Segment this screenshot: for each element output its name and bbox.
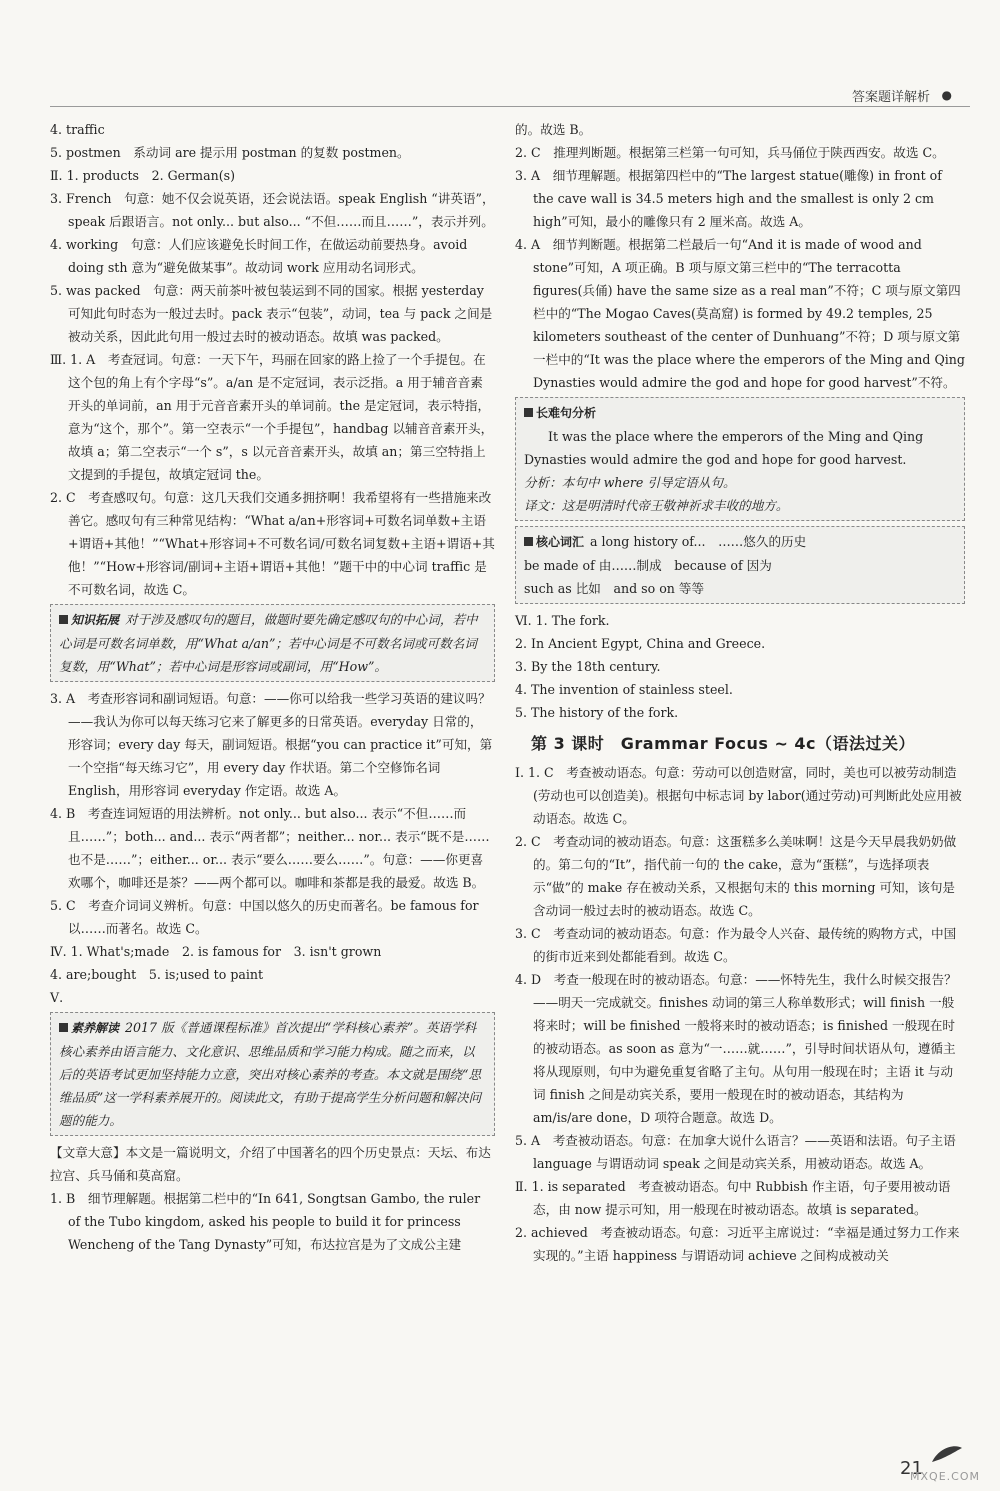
answer-item: 4. D 考查一般现在时的被动语态。句意：——怀特先生，我什么时候交报告？——明天一完成就交。finishes 动词的第三人称单数形式；will finish 一般将来时；will be finished 一般将来时的被动语态；is finished 一般现在时的被动语态。as soon as 意为“一……就……”，引导时间状语从句，遵循主将从现原则，句中为避免重复省略了主句。从句用一般现在时；主语 it 与动词 finish 之间是动宾关系，要用一般现在时的被动语态，其结构为 am/is/are done，D 项符合题意。故选 D。 <box>515 972 957 1125</box>
knowledge-text: 对于涉及感叹句的题目，做题时要先确定感叹句的中心词，若中心词是可数名词单数，用“What a/an”；若中心词是不可数名词或可数名词复数，用“What”；若中心词是形容词或副词，用“How”。 <box>59 612 478 674</box>
answer-item: 2. C 考查感叹句。句意：这几天我们交通多拥挤啊！我希望将有一些措施来改善它。感叹句有三种常见结构：“What a/an+形容词+可数名词单数+主语+谓语+其他！”“What+形容词+不可数名词/可数名词复数+主语+谓语+其他！”“How+形容词/副词+主语+谓语+其他！”题干中的中心词 traffic 是不可数名词，故选 C。 <box>50 490 495 597</box>
answer-item: 5. C 考查介词词义辨析。句意：中国以悠久的历史而著名。be famous for 以……而著名。故选 C。 <box>50 898 479 936</box>
answer-item: Ⅴ. <box>50 990 64 1005</box>
sentence-analysis-tag: 长难句分析 <box>524 402 596 425</box>
answer-item: 3. A 考查形容词和副词短语。句意：——你可以给我一些学习英语的建议吗？——我认为你可以每天练习它来了解更多的日常英语。everyday 日常的，形容词；every day 每天，副词短语。根据“you can practice it”可知，第一个空指“每天练习它”，用 every day 作状语。第二个空修饰名词 English，用形容词 everyday 作定语。故选 A。 <box>50 691 493 798</box>
answer-item: Ⅰ. 1. C 考查被动语态。句意：劳动可以创造财富，同时，美也可以被劳动制造(劳动也可以创造美)。根据句中标志词 by labor(通过劳动)可判断此处应用被动语态。故选 C。 <box>515 765 962 826</box>
article-summary: 【文章大意】本文是一篇说明文，介绍了中国著名的四个历史景点：天坛、布达拉宫、兵马俑和莫高窟。 <box>50 1145 491 1183</box>
answer-item: 的。故选 B。 <box>515 122 592 137</box>
answer-item: 5. was packed 句意：两天前茶叶被包装运到不同的国家。根据 yesterday 可知此句时态为一般过去时。pack 表示“包装”，动词，tea 与 pack 之间是被动关系，因此此句用一般过去时的被动语态。故填 was packed。 <box>50 283 493 344</box>
left-column <box>50 118 495 1256</box>
long-sentence: It was the place where the emperors of the Ming and Qing Dynasties would admire the god and hope for good harvest. <box>524 429 924 467</box>
answer-item: 4. are;bought 5. is;used to paint <box>50 967 264 982</box>
leaf-decoration-icon <box>930 1444 964 1464</box>
right-column <box>515 118 965 1267</box>
answer-item: 4. B 考查连词短语的用法辨析。not only... but also... 表示“不但……而且……”；both... and... 表示“两者都”；neither... nor... 表示“既不是……也不是……”；either... or... 表示“要么……要么……”。句意：——你更喜欢哪个，咖啡还是茶？——两个都可以。咖啡和茶都是我的最爱。故选 B。 <box>50 806 490 890</box>
answer-item: 2. C 推理判断题。根据第三栏第一句可知，兵马俑位于陕西西安。故选 C。 <box>515 145 945 160</box>
lesson-heading: 第 3 课时 Grammar Focus ~ 4c（语法过关） <box>531 734 916 753</box>
watermark-text: MXQE.COM <box>910 1470 980 1483</box>
answer-item: 3. By the 18th century. <box>515 659 661 674</box>
vocab-line: such as 比如 and so on 等等 <box>524 581 705 596</box>
vocab-line: be made of 由……制成 because of 因为 <box>524 558 772 573</box>
answer-item: 2. achieved 考查被动语态。句意：习近平主席说过：“幸福是通过努力工作来实现的。”主语 happiness 与谓语动词 achieve 之间构成被动关 <box>515 1225 960 1263</box>
answer-item: 5. A 考查被动语态。句意：在加拿大说什么语言？——英语和法语。句子主语 language 与谓语动词 speak 之间是动宾关系，用被动语态。故选 A。 <box>515 1133 956 1171</box>
vocabulary-tag: 核心词汇 <box>524 531 584 554</box>
sentence-analysis-box <box>515 397 965 521</box>
page-header <box>50 84 970 107</box>
answer-item: 4. The invention of stainless steel. <box>515 682 733 697</box>
answer-item: 5. postmen 系动词 are 提示用 postman 的复数 postmen。 <box>50 145 410 160</box>
knowledge-box <box>50 604 495 682</box>
vocab-line: a long history of... ……悠久的历史 <box>590 534 807 549</box>
square-bullet-icon <box>524 408 533 417</box>
answer-item: Ⅱ. 1. products 2. German(s) <box>50 168 235 183</box>
answer-item: 2. In Ancient Egypt, China and Greece. <box>515 636 766 651</box>
answer-item: 3. A 细节理解题。根据第四栏中的“The largest statue(雕像) in front of the cave wall is 34.5 meters high and the smallest is only 2 cm high”可知，最小的雕像只有 2 厘米高。故选 A。 <box>515 168 942 229</box>
square-bullet-icon <box>59 1023 68 1032</box>
answer-item: 1. B 细节理解题。根据第二栏中的“In 641, Songtsan Gambo, the ruler of the Tubo kingdom, asked his people to build it for princess Wencheng of the Tang Dynasty”可知，布达拉宫是为了文成公主建 <box>50 1191 481 1252</box>
answer-item: 4. traffic <box>50 122 105 137</box>
page-number: 21 <box>900 1458 923 1479</box>
literacy-tag: 素养解读 <box>59 1017 119 1040</box>
literacy-box <box>50 1012 495 1136</box>
answer-item: Ⅵ. 1. The fork. <box>515 613 610 628</box>
header-title: 答案题详解析 <box>851 90 930 105</box>
square-bullet-icon <box>59 615 68 624</box>
header-dot: ● <box>941 88 952 102</box>
analysis-line: 分析：本句中 where 引导定语从句。 <box>524 475 736 490</box>
answer-item: 4. A 细节判断题。根据第二栏最后一句“And it is made of wood and stone”可知，A 项正确。B 项与原文第三栏中的“The terracotta figures(兵俑) have the same size as a real man”不符；C 项与原文第四栏中的“The Mogao Caves(莫高窟) is formed by 49.2 temples, 25 kilometers southeast of the center of Dunhuang”不符；D 项与原文第一栏中的“It was the place where the emperors of the Ming and Qing Dynasties would admire the god and hope for good harvest”不符。 <box>515 237 965 390</box>
answer-item: 4. working 句意：人们应该避免长时间工作，在做运动前要热身。avoid doing sth 意为“避免做某事”。故动词 work 应用动名词形式。 <box>50 237 468 275</box>
answer-item: Ⅲ. 1. A 考查冠词。句意：一天下午，玛丽在回家的路上捡了一个手提包。在这个包的角上有个字母“s”。a/an 是不定冠词，表示泛指。a 用于辅音音素开头的单词前，an 用于元音音素开头的单词前。the 是定冠词，表示特指，意为“这个，那个”。第一空表示“一个手提包”，handbag 以辅音音素开头，故填 a；第二空表示“一个 s”，s 以元音音素开头，故填 an；第三空特指上文提到的手提包，故填定冠词 the。 <box>50 352 494 482</box>
answer-item: Ⅳ. 1. What's;made 2. is famous for 3. isn't grown <box>50 944 382 959</box>
knowledge-tag: 知识拓展 <box>59 609 119 632</box>
answer-item: 5. The history of the fork. <box>515 705 679 720</box>
translation-line: 译文：这是明清时代帝王敬神祈求丰收的地方。 <box>524 498 789 513</box>
literacy-text: 2017 版《普通课程标准》首次提出“学科核心素养”。英语学科核心素养由语言能力、文化意识、思维品质和学习能力构成。随之而来，以后的英语考试更加坚持能力立意，突出对核心素养的考查。本文就是围绕“思维品质”这一学科素养展开的。阅读此文，有助于提高学生分析问题和解决问题的能力。 <box>59 1020 482 1128</box>
vocabulary-box <box>515 526 965 604</box>
answer-item: 3. French 句意：她不仅会说英语，还会说法语。speak English “讲英语”，speak 后跟语言。not only... but also... “不但……而且……”，表示并列。 <box>50 191 495 229</box>
answer-item: 3. C 考查动词的被动语态。句意：作为最令人兴奋、最传统的购物方式，中国的街市近来到处都能看到。故选 C。 <box>515 926 957 964</box>
square-bullet-icon <box>524 537 533 546</box>
answer-item: 2. C 考查动词的被动语态。句意：这蛋糕多么美味啊！这是今天早晨我奶奶做的。第二句的“It”，指代前一句的 the cake，意为“蛋糕”，与选择项表示“做”的 make 存在被动关系，又根据句末的 this morning 可知，该句是含动词一般过去时的被动语态。故选 C。 <box>515 834 957 918</box>
answer-item: Ⅱ. 1. is separated 考查被动语态。句中 Rubbish 作主语，句子要用被动语态，由 now 提示可知，用一般现在时被动语态。故填 is separated。 <box>515 1179 951 1217</box>
